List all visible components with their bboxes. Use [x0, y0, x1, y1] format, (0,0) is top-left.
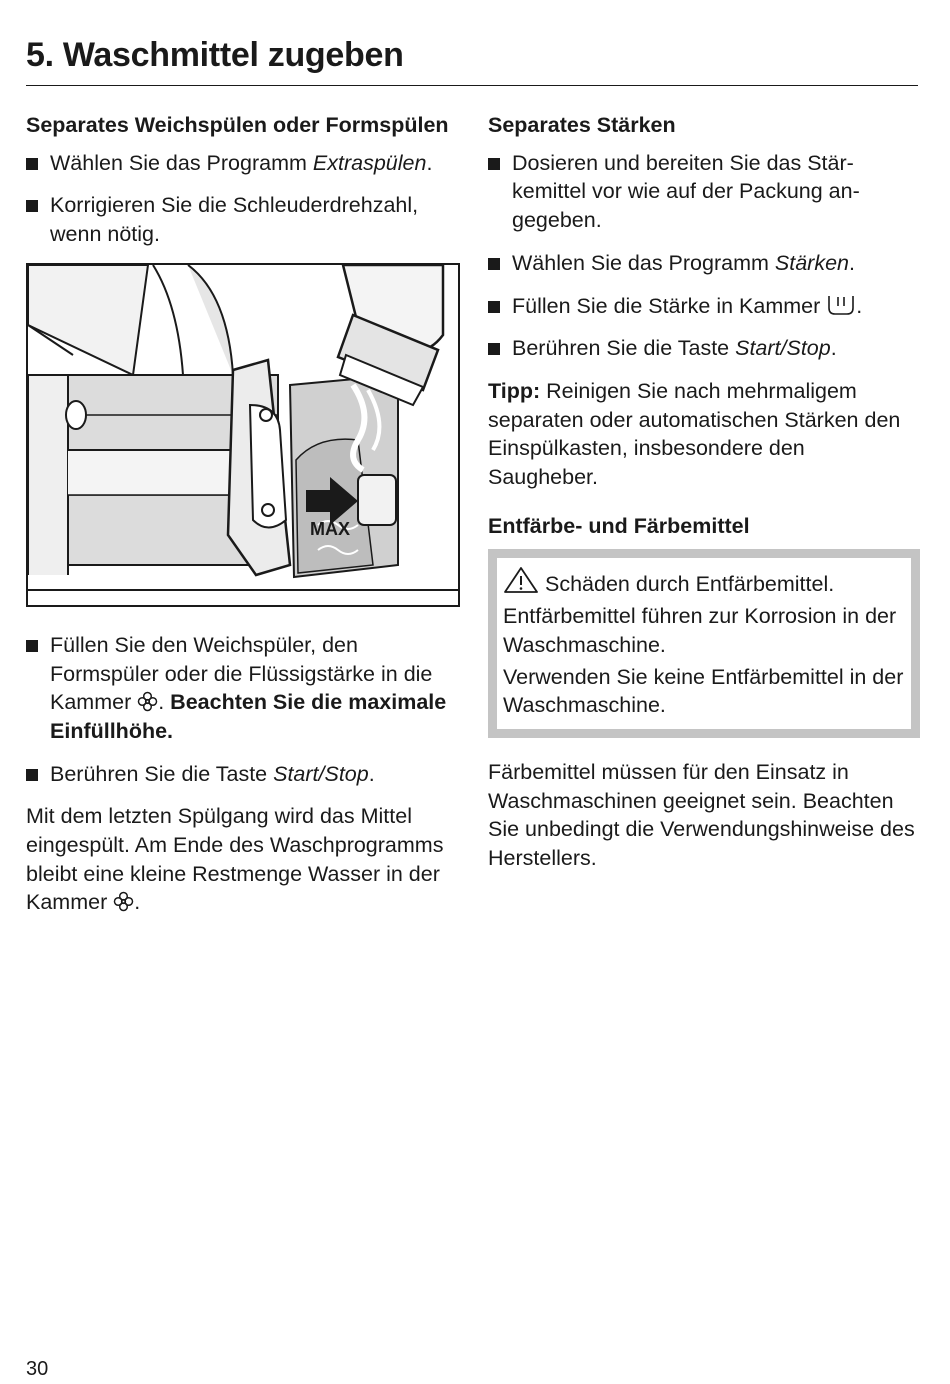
flower-compartment-icon	[113, 891, 134, 912]
bullet-square-icon	[488, 258, 500, 270]
button-name: Start/Stop	[273, 761, 369, 786]
warning-title: Schäden durch Entfärbemittel.	[544, 572, 835, 597]
program-name: Stärken	[774, 250, 849, 275]
rinse-paragraph: Mit dem letzten Spülgang wird das Mittel eingespült. Am Ende des Waschprogramms bleibt eine kleine Restmenge Wasser in der Kammer .	[26, 804, 444, 915]
warning-box	[488, 549, 920, 738]
bullet-square-icon	[488, 301, 500, 313]
flower-compartment-icon	[137, 691, 158, 712]
bullet-square-icon	[26, 200, 38, 212]
list-item: Berühren Sie die Taste Start/Stop.	[488, 334, 920, 363]
program-name: Extraspülen	[312, 150, 427, 175]
softener-steps-list	[26, 149, 458, 249]
list-item: Füllen Sie die Stärke in Kammer .	[488, 292, 920, 321]
bullet-square-icon	[26, 640, 38, 652]
section-heading-starch: Separates Stärken	[488, 113, 676, 137]
list-item: Wählen Sie das Programm Extraspülen.	[26, 149, 458, 178]
left-column	[26, 111, 458, 927]
button-name: Start/Stop	[735, 336, 831, 361]
starch-compartment-icon	[826, 294, 856, 316]
right-column	[488, 111, 920, 883]
list-item: Füllen Sie den Weichspüler, den Formspüler oder die Flüssigstärke in die Kammer . Beachten Sie die maximale Einfüllhöhe.	[26, 631, 458, 746]
max-fill-warning: Beachten Sie die maximale Einfüllhöhe.	[50, 690, 447, 743]
title-divider	[26, 85, 918, 86]
bullet-square-icon	[488, 343, 500, 355]
list-item: Korrigieren Sie die Schleuderdrehzahl, wenn nötig.	[26, 191, 458, 248]
section-heading-softener: Separates Weichspülen oder Formspülen	[26, 113, 449, 137]
bullet-square-icon	[26, 158, 38, 170]
page-title: 5. Waschmittel zugeben	[26, 36, 404, 74]
warning-text: Entfärbemittel führen zur Korrosion in der Waschmaschine.	[503, 604, 897, 657]
detergent-drawer-illustration	[26, 263, 460, 607]
list-item: Wählen Sie das Programm Stärken.	[488, 249, 920, 278]
drawer-drawing	[28, 265, 458, 605]
warning-triangle-icon	[503, 566, 539, 594]
dye-paragraph: Färbemittel müssen für den Einsatz in Waschmaschinen geeignet sein. Beachten Sie unbedingt die Verwendungshinweise des Herstellers.	[488, 759, 915, 871]
starch-steps-list	[488, 149, 920, 363]
tip-paragraph: Tipp: Reinigen Sie nach mehrmaligem separaten oder automatischen Stärken den Einspülkasten, insbesondere den Saugheber.	[488, 378, 901, 490]
max-label: MAX	[310, 518, 350, 539]
fill-steps-list	[26, 631, 458, 789]
tip-label: Tipp:	[488, 378, 541, 403]
section-heading-dye: Entfärbe- und Färbemittel	[488, 513, 750, 538]
page-number: 30	[26, 1358, 49, 1380]
list-item: Dosieren und bereiten Sie das Stärkemittel vor wie auf der Packung angegeben.	[488, 149, 920, 235]
bullet-square-icon	[26, 769, 38, 781]
list-item: Berühren Sie die Taste Start/Stop.	[26, 760, 458, 789]
bullet-square-icon	[488, 158, 500, 170]
warning-text: Verwenden Sie keine Entfärbemittel in der Waschmaschine.	[503, 664, 904, 718]
